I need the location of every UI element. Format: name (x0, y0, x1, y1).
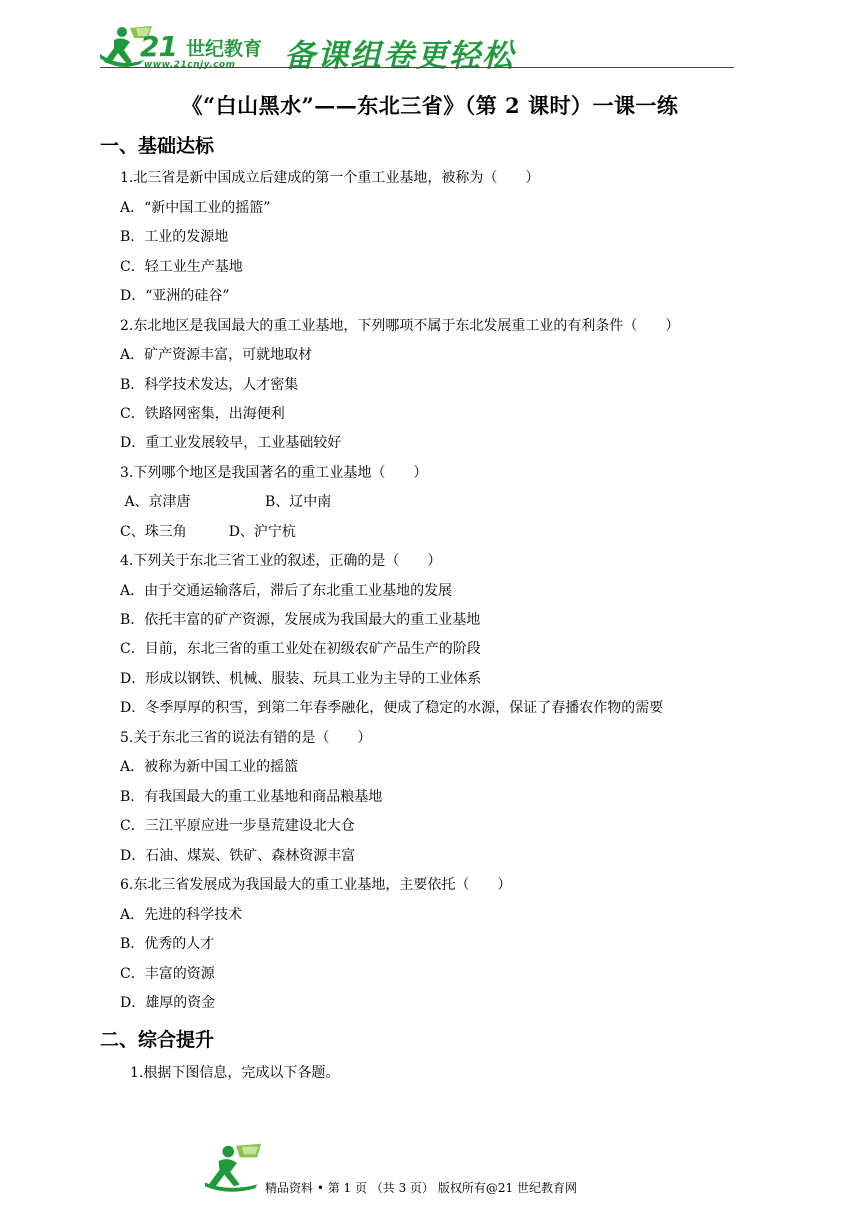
section-heading-advanced: 二、综合提升 (100, 1029, 215, 1051)
document-title: 《“白山黑水”——东北三省》（第 2 课时）一课一练 (181, 93, 679, 118)
option-line: C．铁路网密集，出海便利 (120, 406, 285, 422)
logo-url: www.21cnjy.com (144, 60, 236, 70)
option-line: B．有我国最大的重工业基地和商品粮基地 (120, 789, 383, 805)
question-line: 1.根据下图信息，完成以下各题。 (130, 1065, 340, 1081)
option-line: D．冬季厚厚的积雪，到第二年春季融化，便成了稳定的水源，保证了春播农作物的需要 (120, 700, 664, 716)
logo-brand: 世纪教育 (186, 38, 263, 60)
footer-runner-logo-icon (205, 1141, 265, 1193)
option-line: A．由于交通运输落后，滞后了东北重工业基地的发展 (120, 583, 453, 599)
option-line: D．雄厚的资金 (120, 995, 216, 1011)
question-line: 1.北三省是新中国成立后建成的第一个重工业基地，被称为（ ） (120, 170, 540, 186)
option-line: B．依托丰富的矿产资源，发展成为我国最大的重工业基地 (120, 612, 481, 628)
header-divider (100, 67, 734, 68)
option-line: C．丰富的资源 (120, 966, 215, 982)
option-line: D．重工业发展较早，工业基础较好 (120, 435, 342, 451)
option-line: D．形成以钢铁、机械、服装、玩具工业为主导的工业体系 (120, 671, 482, 687)
option-line: C．轻工业生产基地 (120, 259, 243, 275)
option-line: C．三江平原应进一步垦荒建设北大仓 (120, 818, 355, 834)
option-line: C．目前，东北三省的重工业处在初级农矿产品生产的阶段 (120, 641, 481, 657)
option-line: B．工业的发源地 (120, 229, 229, 245)
question-line: 5.关于东北三省的说法有错的是（ ） (120, 730, 372, 746)
header-logo (100, 22, 275, 70)
logo-number: 21 (140, 30, 177, 63)
question-line: 6.东北三省发展成为我国最大的重工业基地，主要依托（ ） (120, 877, 512, 893)
option-line: A．被称为新中国工业的摇篮 (120, 759, 299, 775)
option-line: A．“新中国工业的摇篮” (120, 200, 271, 216)
option-line: D．石油、煤炭、铁矿、森林资源丰富 (120, 848, 356, 864)
option-line: D．“亚洲的硅谷” (120, 288, 230, 304)
question-line: 2.东北地区是我国最大的重工业基地，下列哪项不属于东北发展重工业的有利条件（ ） (120, 318, 680, 334)
question-line: 4.下列关于东北三省工业的叙述，正确的是（ ） (120, 553, 442, 569)
header-slogan: 备课组卷更轻松 (284, 38, 515, 74)
footer-text: 精品资料 • 第 1 页 （共 3 页） 版权所有@21 世纪教育网 (265, 1181, 577, 1195)
option-line: A．先进的科学技术 (120, 907, 243, 923)
option-line: B．优秀的人才 (120, 936, 215, 952)
option-line: A．矿产资源丰富，可就地取材 (120, 347, 313, 363)
option-line: A、京津唐 B、辽中南 (120, 494, 332, 510)
question-line: 3.下列哪个地区是我国著名的重工业基地（ ） (120, 465, 428, 481)
option-line: B．科学技术发达，人才密集 (120, 377, 299, 393)
option-line: C、珠三角 D、沪宁杭 (120, 524, 296, 540)
section-heading-basic: 一、基础达标 (100, 135, 215, 157)
